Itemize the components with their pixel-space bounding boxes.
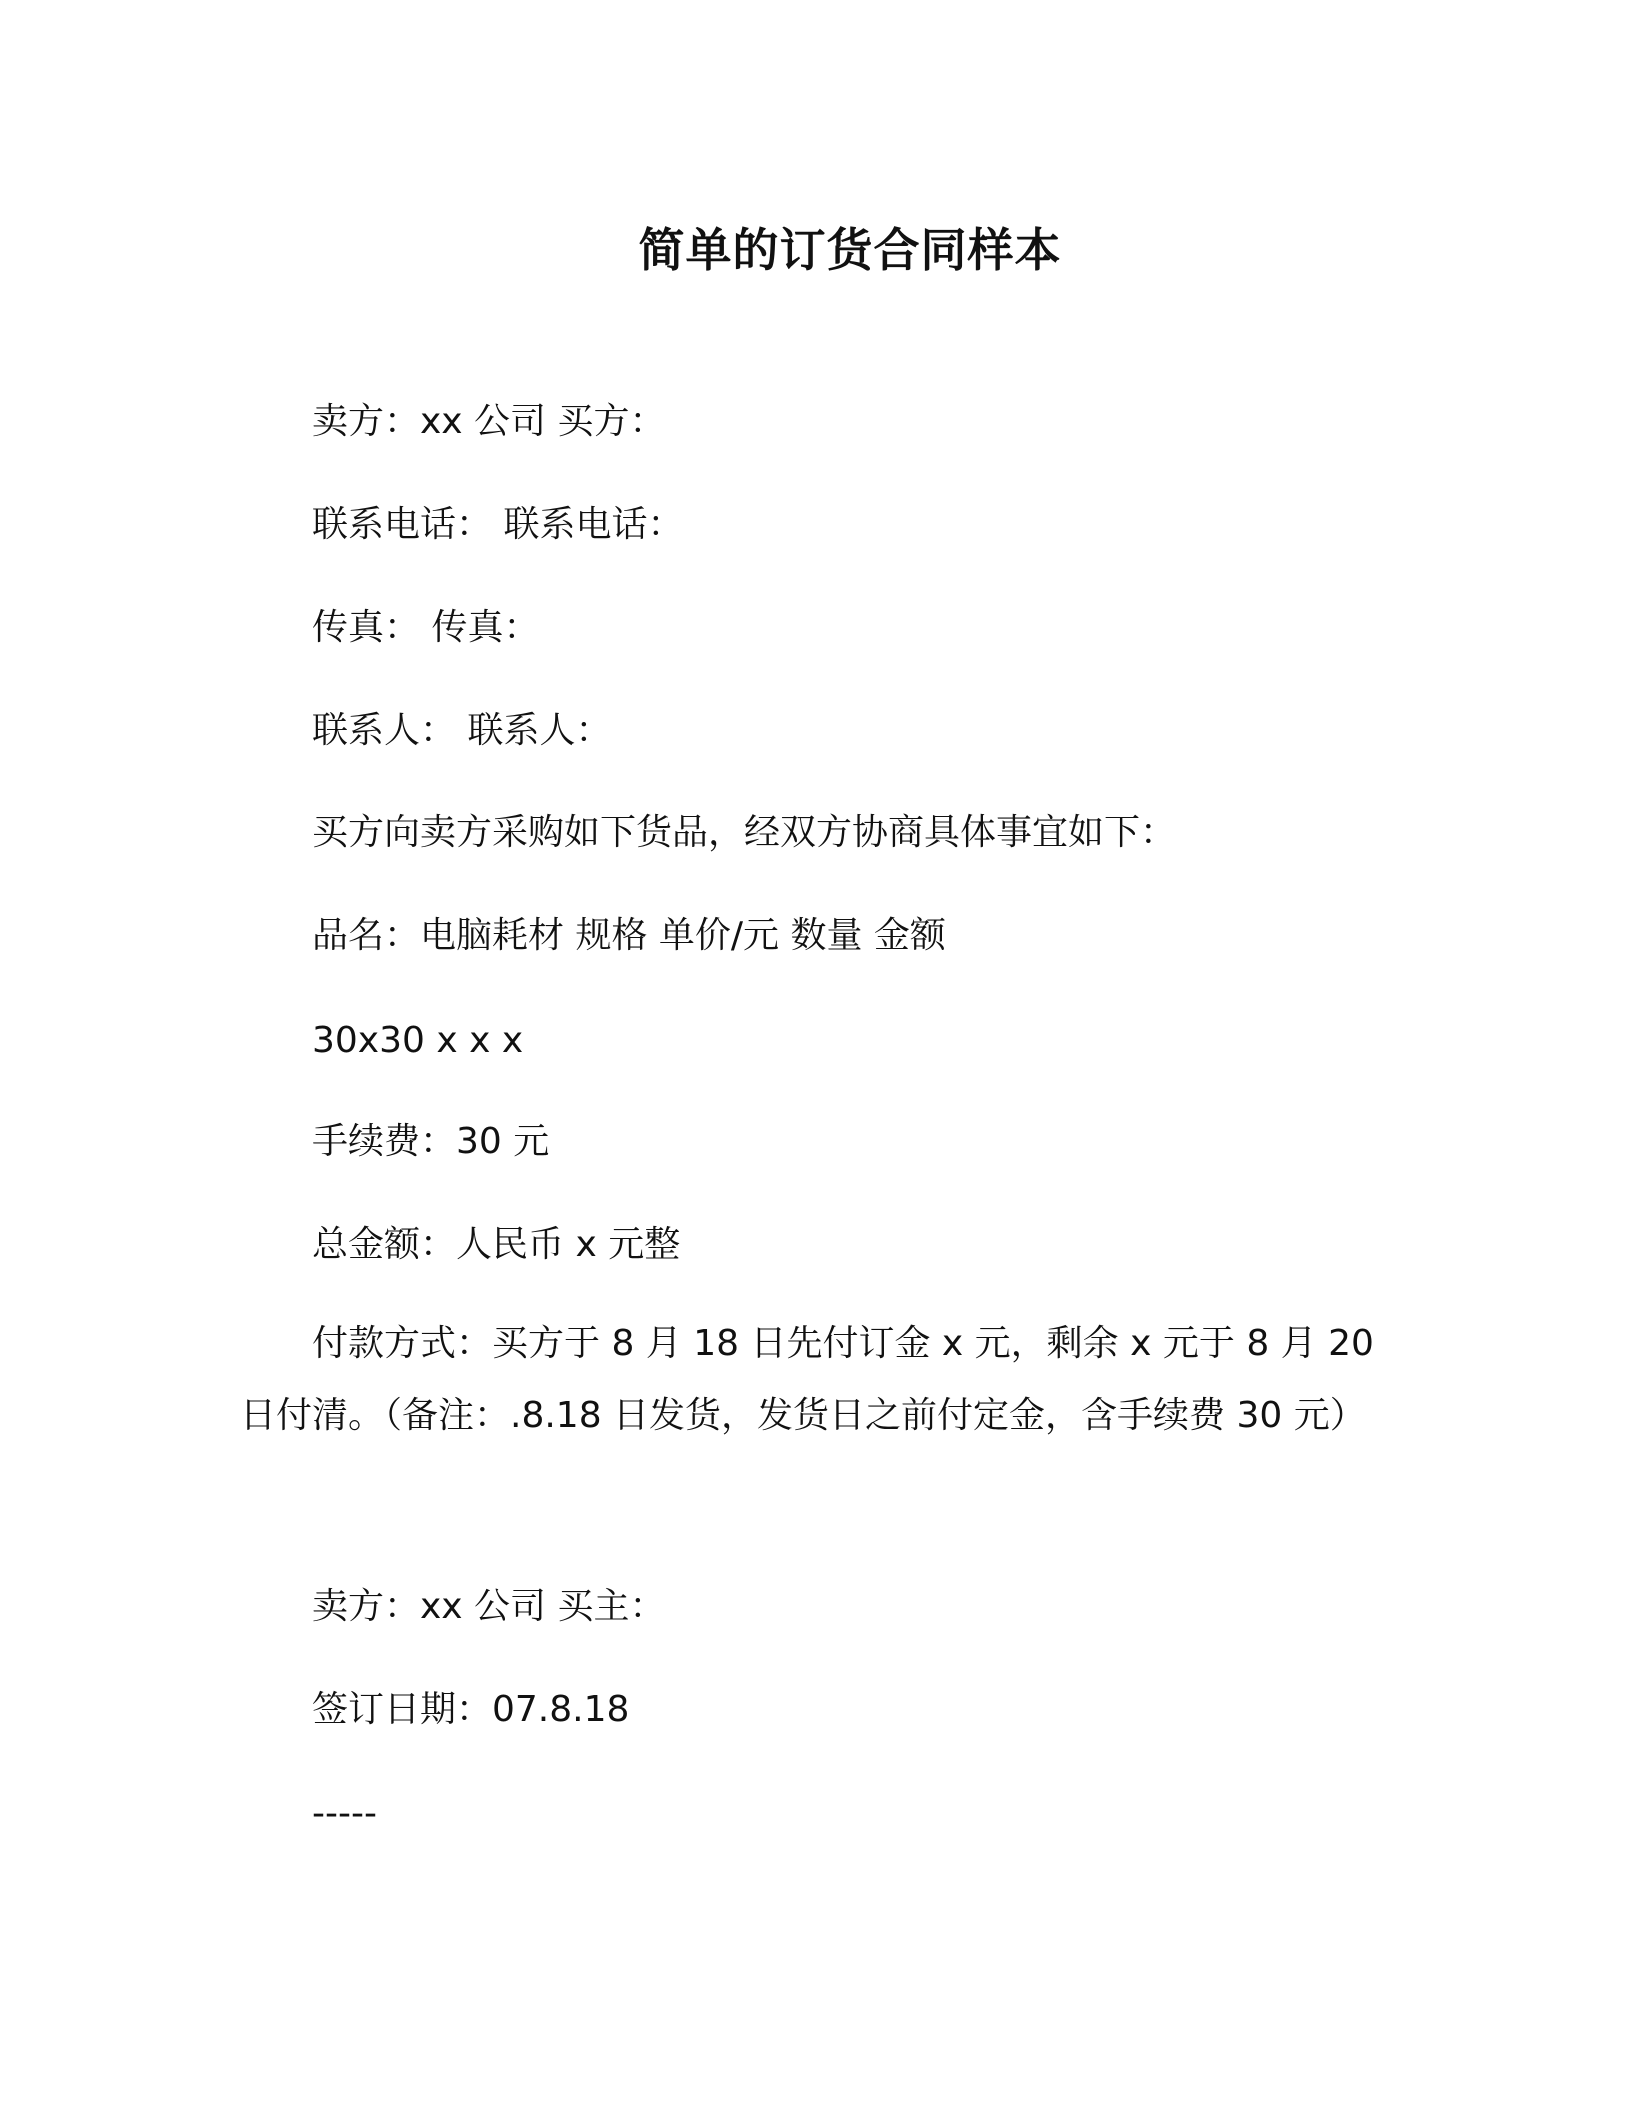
- purchase-intro-line: 买方向卖方采购如下货品，经双方协商具体事宜如下：: [312, 812, 1177, 853]
- fax-line: 传真： 传真：: [312, 607, 540, 648]
- goods-spec-line: 30x30 x x x: [312, 1020, 524, 1061]
- sign-date-line: 签订日期：07.8.18: [312, 1689, 630, 1730]
- total-amount-line: 总金额：人民币 x 元整: [312, 1224, 681, 1265]
- seller-buyer-line: 卖方：xx 公司 买方：: [312, 401, 666, 442]
- separator-line: -----: [312, 1793, 377, 1834]
- fee-line: 手续费：30 元: [312, 1121, 550, 1162]
- signature-line: 卖方：xx 公司 买主：: [312, 1586, 666, 1627]
- contact-line: 联系人： 联系人：: [312, 710, 612, 751]
- goods-header-line: 品名：电脑耗材 规格 单价/元 数量 金额: [312, 915, 946, 956]
- payment-paragraph: 付款方式：买方于 8 月 18 日先付订金 x 元，剩余 x 元于 8 月 20 日付清。（备注：.8.18 日发货，发货日之前付定金，含手续费 30 元）: [240, 1323, 1374, 1436]
- phone-line: 联系电话： 联系电话：: [312, 504, 684, 545]
- document-title: 简单的订货合同样本: [638, 223, 1062, 277]
